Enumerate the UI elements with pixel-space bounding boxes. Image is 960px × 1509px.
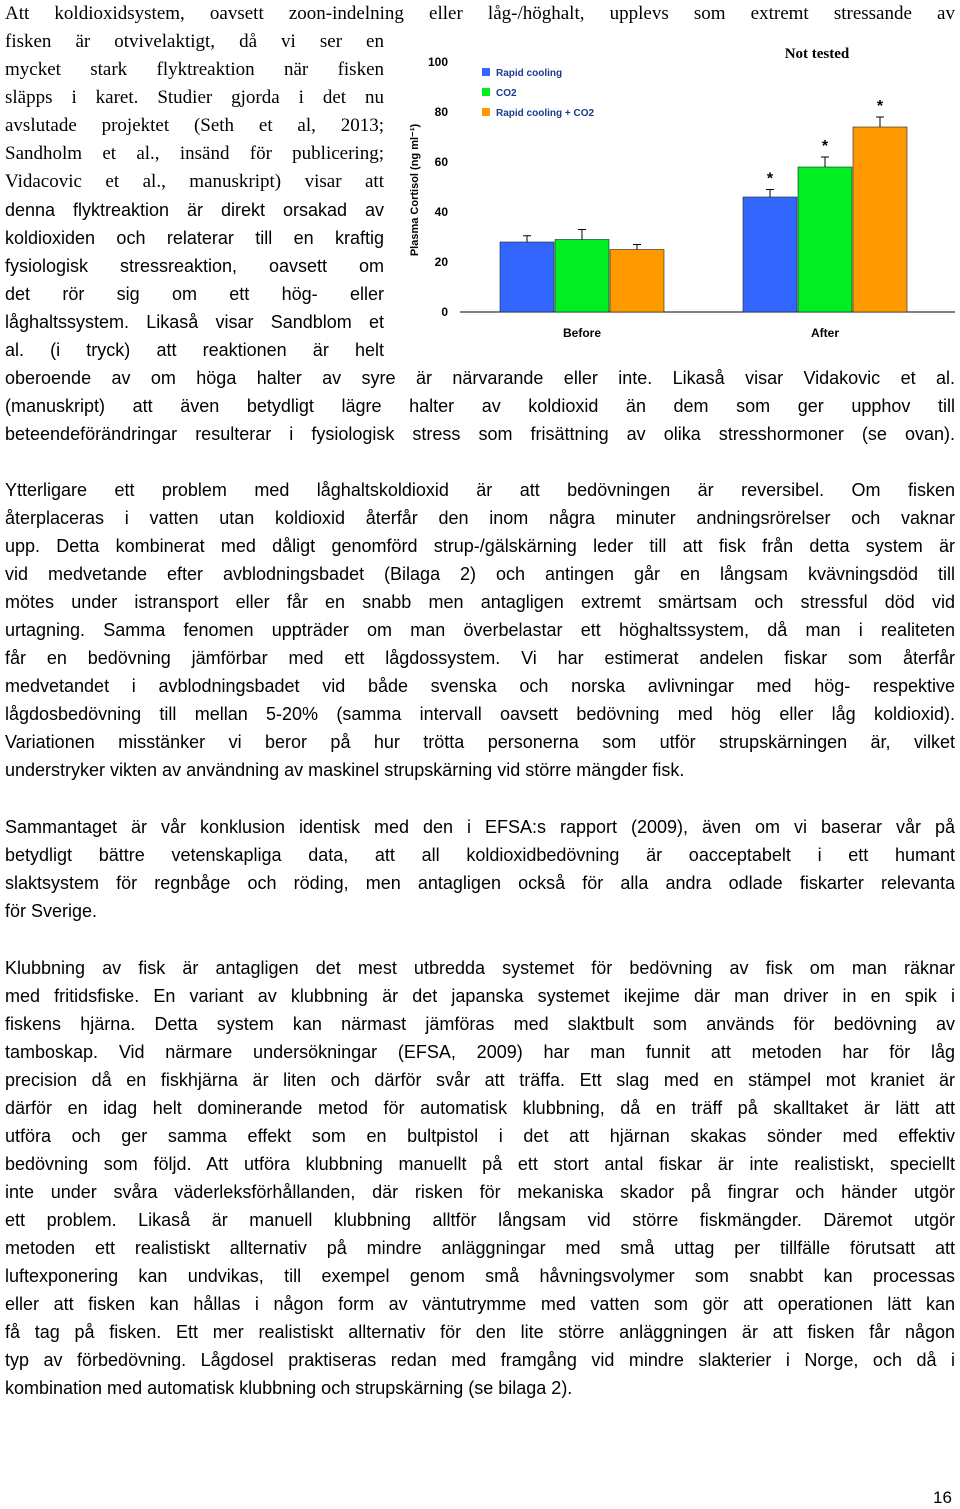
y-axis-label: Plasma Cortisol (ng ml⁻¹) xyxy=(409,123,421,257)
line-27: Sammantaget är vår konklusion identisk med den i EFSA:s rapport (2009), även om vi baserar vår på xyxy=(5,817,955,837)
y-tick-label: 60 xyxy=(434,155,448,169)
legend-label: Rapid cooling + CO2 xyxy=(496,108,595,119)
significance-mark: * xyxy=(821,138,829,155)
x-category-label: Before xyxy=(562,326,602,340)
y-tick-label: 40 xyxy=(434,205,448,219)
line-36: därför en idag helt dominerande metod för automatisk klubbning, då en träff på skalltaket är lätt att xyxy=(5,1098,955,1118)
bar xyxy=(555,240,609,313)
line-15: beteendeförändringar resulterar i fysiologisk stress som frisättning av olika stresshormoner (se ovan). xyxy=(5,424,955,444)
line-45: typ av förbedövning. Lågdosel praktiseras redan med framgång vid mindre slakterier i Norge, och då i xyxy=(5,1350,955,1370)
line-26: understryker vikten av användning av maskinel strupskärning vid större mängder fisk. xyxy=(5,760,685,780)
line-5: Sandholm et al., insänd för publicering; xyxy=(5,143,384,164)
line-31: Klubbning av fisk är antagligen det mest utbredda systemet för bedövning av fisk om man räknar xyxy=(5,958,955,978)
not-tested-label: Not tested xyxy=(784,46,850,62)
line-14: (manuskript) att även betydligt lägre halter av koldioxid än dem som ger upphov till xyxy=(5,396,955,416)
line-40: ett problem. Likaså är manuell klubbning alltför långsam vid större fiskmängder. Däremot utgör xyxy=(5,1210,955,1230)
y-tick-label: 100 xyxy=(427,55,448,69)
legend-swatch xyxy=(482,68,490,76)
line-6: Vidacovic et al., manuskript) visar att xyxy=(5,171,384,192)
line-21: urtagning. Samma fenomen uppträder om man överbelastar ett höghaltssystem, då man i realiteten xyxy=(5,620,955,640)
line-11: låghaltssystem. Likaså visar Sandblom et xyxy=(5,312,384,332)
line-33: fiskens hjärna. Detta system kan närmast jämföras med slaktbult som används för bedövning av xyxy=(5,1014,955,1034)
bar xyxy=(743,197,797,312)
line-38: bedövning som följd. Att utföra klubbning manuellt på ett stort antal fiskar är inte realistiskt, speciellt xyxy=(5,1154,955,1174)
line-32: med fritidsfiske. En variant av klubbning är det japanska systemet ikejime där man driver in en spik i xyxy=(5,986,955,1006)
legend-label: Rapid cooling xyxy=(496,68,563,79)
line-46: kombination med automatisk klubbning och strupskärning (se bilaga 2). xyxy=(5,1378,573,1398)
bar xyxy=(500,242,554,312)
line-29: slaktsystem för regnbåge och röding, men antagligen också för alla andra odlade fiskarter relevanta xyxy=(5,873,955,893)
line-20: mötes under istransport eller får en snabb men antagligen extremt smärtsam och stressful död vid xyxy=(5,592,955,612)
line-24: lågdosbedövning till mellan 5-20% (samma intervall oavsett bedövning med hög eller låg koldioxid). xyxy=(5,704,955,724)
line-34: tamboskap. Vid närmare undersökningar (EFSA, 2009) har man funnit att metoden har för låg xyxy=(5,1042,955,1062)
line-17: återplaceras i vatten utan koldioxid återfår den inom några minuter andningsrörelser och vaknar xyxy=(5,508,955,528)
line-4: avslutade projektet (Seth et al, 2013; xyxy=(5,115,384,136)
line-1: fisken är otvivelaktigt, då vi ser en xyxy=(5,31,384,52)
y-tick-label: 0 xyxy=(441,305,448,319)
line-19: vid medvetande efter avblodningsbadet (Bilaga 2) och antingen går en långsam kvävningsdöd till xyxy=(5,564,955,584)
line-13: oberoende av om höga halter av syre är närvarande eller inte. Likaså visar Vidakovic et al. xyxy=(5,368,955,388)
line-28: betydligt bättre vetenskapliga data, att all koldioxidbedövning är oacceptabelt i ett humant xyxy=(5,845,955,865)
line-41: metoden ett realistiskt allternativ på mindre anläggningar med små uttag per tillfälle förutsatt att xyxy=(5,1238,955,1258)
line-23: medvetandet i avblodningsbadet vid både svenska och norska avlivningar med hög- respektive xyxy=(5,676,955,696)
line-9: fysiologisk stressreaktion, oavsett om xyxy=(5,256,384,276)
significance-mark: * xyxy=(766,170,774,188)
bar xyxy=(853,127,907,312)
legend-swatch xyxy=(482,88,490,96)
line-43: eller att fisken kan hållas i någon form av väntutrymme med vatten som gör att operationen lätt kan xyxy=(5,1294,955,1314)
line-44: få tag på fisken. Ett mer realistiskt allternativ för den lite större anläggningen är att fisken får någon xyxy=(5,1322,955,1342)
bar xyxy=(610,250,664,313)
line-10: det rör sig om ett hög- eller xyxy=(5,284,384,304)
cortisol-bar-chart xyxy=(400,40,960,350)
line-30: för Sverige. xyxy=(5,901,98,921)
line-18: upp. Detta kombinerat med dåligt genomförd strup-/gälskärning leder till att fisk från detta system är xyxy=(5,536,955,556)
line-39: inte under svåra väderleksförhållanden, där risken för mekaniska skador på fingrar och händer utgör xyxy=(5,1182,955,1202)
line-7: denna flyktreaktion är direkt orsakad av xyxy=(5,200,384,220)
line-16: Ytterligare ett problem med låghaltskoldioxid är att bedövningen är reversibel. Om fisken xyxy=(5,480,955,500)
legend-label: CO2 xyxy=(496,88,517,99)
line-8: koldioxiden och relaterar till en kraftig xyxy=(5,228,384,248)
line-12: al. (i tryck) att reaktionen är helt xyxy=(5,340,384,360)
line-37: utföra och ger samma effekt som en bultpistol i det att hjärnan skakas sönder med effektiv xyxy=(5,1126,955,1146)
line-22: får en bedövning jämförbar med ett lågdossystem. Vi har estimerat andelen fiskar som återfår xyxy=(5,648,955,668)
bar xyxy=(798,167,852,312)
y-tick-label: 80 xyxy=(434,105,448,119)
legend-swatch xyxy=(482,108,490,116)
line-42: luftexponering kan undvikas, till exempel genom små håvningsvolymer som snabbt kan processas xyxy=(5,1266,955,1286)
line-25: Variationen misstänker vi beror på hur trötta personerna som utför strupskärningen är, vilket xyxy=(5,732,955,752)
significance-mark: * xyxy=(876,98,884,115)
page-number: 16 xyxy=(933,1488,952,1507)
line-35: precision då en fiskhjärna är liten och därför svår att träffa. Ett slag med en stämpel mot kraniet är xyxy=(5,1070,955,1090)
line-0: Att koldioxidsystem, oavsett zoon-indelning eller låg-/höghalt, upplevs som extremt stressande av xyxy=(5,3,955,24)
line-3: släpps i karet. Studier gjorda i det nu xyxy=(5,87,384,108)
y-tick-label: 20 xyxy=(434,255,448,269)
x-category-label: After xyxy=(810,326,840,340)
line-2: mycket stark flyktreaktion när fisken xyxy=(5,59,384,80)
